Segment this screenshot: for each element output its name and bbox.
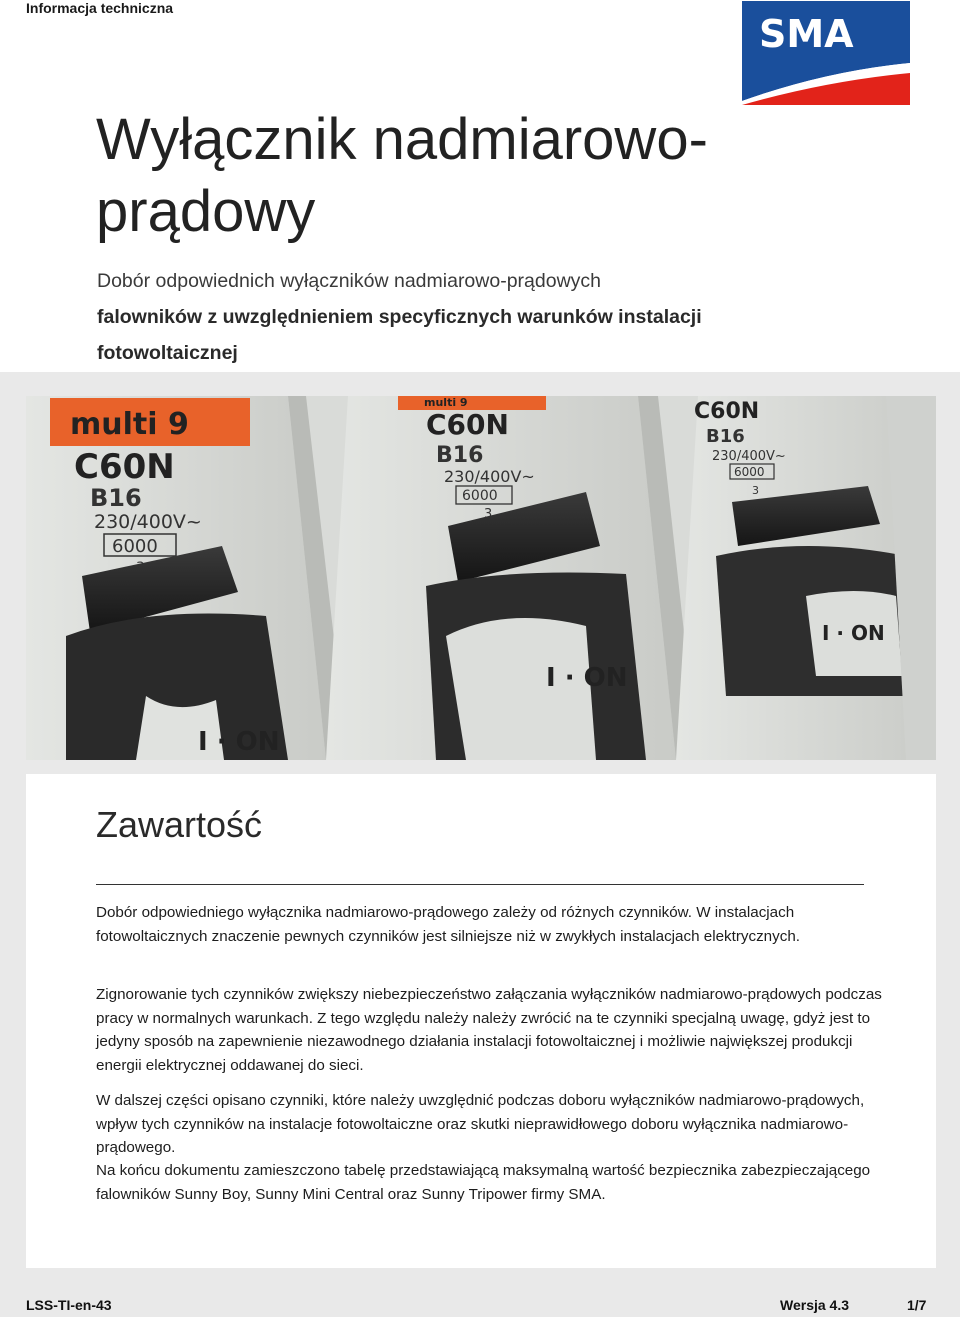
sma-logo	[742, 1, 910, 105]
breaker-2-switch-label: I · ON	[546, 663, 628, 693]
paragraph: W dalszej części opisano czynniki, które należy uwzględnić podczas doboru wyłączników nadmiarowo-prądowych, wpływ tych czynników na instalacje fotowoltaiczne oraz skutki nieprawidłowego doboru wyłącznika nadmiarowo-prądowego.	[96, 1092, 865, 1157]
breaker-1	[26, 396, 348, 760]
breaker-3-class: 3	[752, 484, 759, 497]
subtitle-line-3: fotowoltaicznej	[97, 342, 238, 364]
footer-doc-code: LSS-TI-en-43	[26, 1297, 112, 1313]
footer-version: Wersja 4.3	[780, 1297, 850, 1313]
breaker-1-capacity: 6000	[112, 536, 158, 557]
breaker-2-model: C60N	[426, 408, 509, 441]
breaker-1-voltage: 230/400V~	[94, 511, 202, 533]
breaker-2-rating: B16	[436, 443, 484, 468]
breaker-3-model: C60N	[694, 399, 760, 424]
breaker-3-rating: B16	[706, 426, 745, 447]
breaker-2-capacity: 6000	[462, 488, 498, 504]
subtitle-emphasis	[97, 299, 817, 371]
breaker-2	[326, 396, 698, 760]
footer-page-number: 1/7	[907, 1297, 927, 1313]
breaker-3-switch-label: I · ON	[822, 621, 885, 645]
section-heading: Zawartość	[96, 804, 263, 845]
breaker-3-voltage: 230/400V~	[712, 449, 786, 464]
breaker-3-capacity: 6000	[734, 465, 765, 479]
paragraph: Na końcu dokumentu zamieszczono tabelę przedstawiającą maksymalną wartość bezpiecznika zabezpieczającego falowników Sunny Boy, Sunny Mini Central oraz Sunny Tripower firmy SMA.	[96, 1162, 871, 1203]
breaker-3	[676, 396, 936, 760]
breaker-2-voltage: 230/400V~	[444, 467, 535, 486]
subtitle-line-2: falowników z uwzględnieniem specyficznych warunków instalacji	[97, 306, 702, 328]
page-title	[96, 104, 756, 248]
subtitle: Dobór odpowiednich wyłączników nadmiarowo-prądowych	[97, 270, 602, 292]
breaker-1-switch-label: I · ON	[198, 727, 280, 757]
breaker-2-class: 3	[484, 507, 493, 522]
breaker-1-brand: multi 9	[70, 407, 189, 442]
breaker-2-brand: multi 9	[424, 396, 468, 409]
title-line-1: Wyłącznik nadmiarowo-	[96, 107, 708, 172]
divider	[96, 884, 864, 885]
sma-logo-text: SMA	[759, 12, 854, 56]
paragraph: Dobór odpowiedniego wyłącznika nadmiarowo-prądowego zależy od różnych czynników. W instalacjach fotowoltaicznych znaczenie pewnych czynników jest silniejsze niż w zwykłych instalacjach elektrycznych.	[96, 904, 800, 945]
hero-photo	[26, 396, 936, 760]
breaker-1-model: C60N	[74, 447, 175, 487]
breaker-1-rating: B16	[90, 484, 142, 512]
title-line-2: prądowy	[96, 179, 316, 244]
paragraph: Zignorowanie tych czynników zwiększy niebezpieczeństwo załączania wyłączników nadmiarowo-prądowych podczas pracy w normalnych warunkach. Z tego względu należy należy zwrócić na te czynniki specjalną uwagę, gdyż jest to jedyny sposób na zapewnienie niezawodnego działania instalacji fotowoltaicznej i możliwie największej produkcji energii elektrycznej oddawanej do sieci.	[96, 986, 882, 1074]
document-type: Informacja techniczna	[26, 0, 174, 16]
